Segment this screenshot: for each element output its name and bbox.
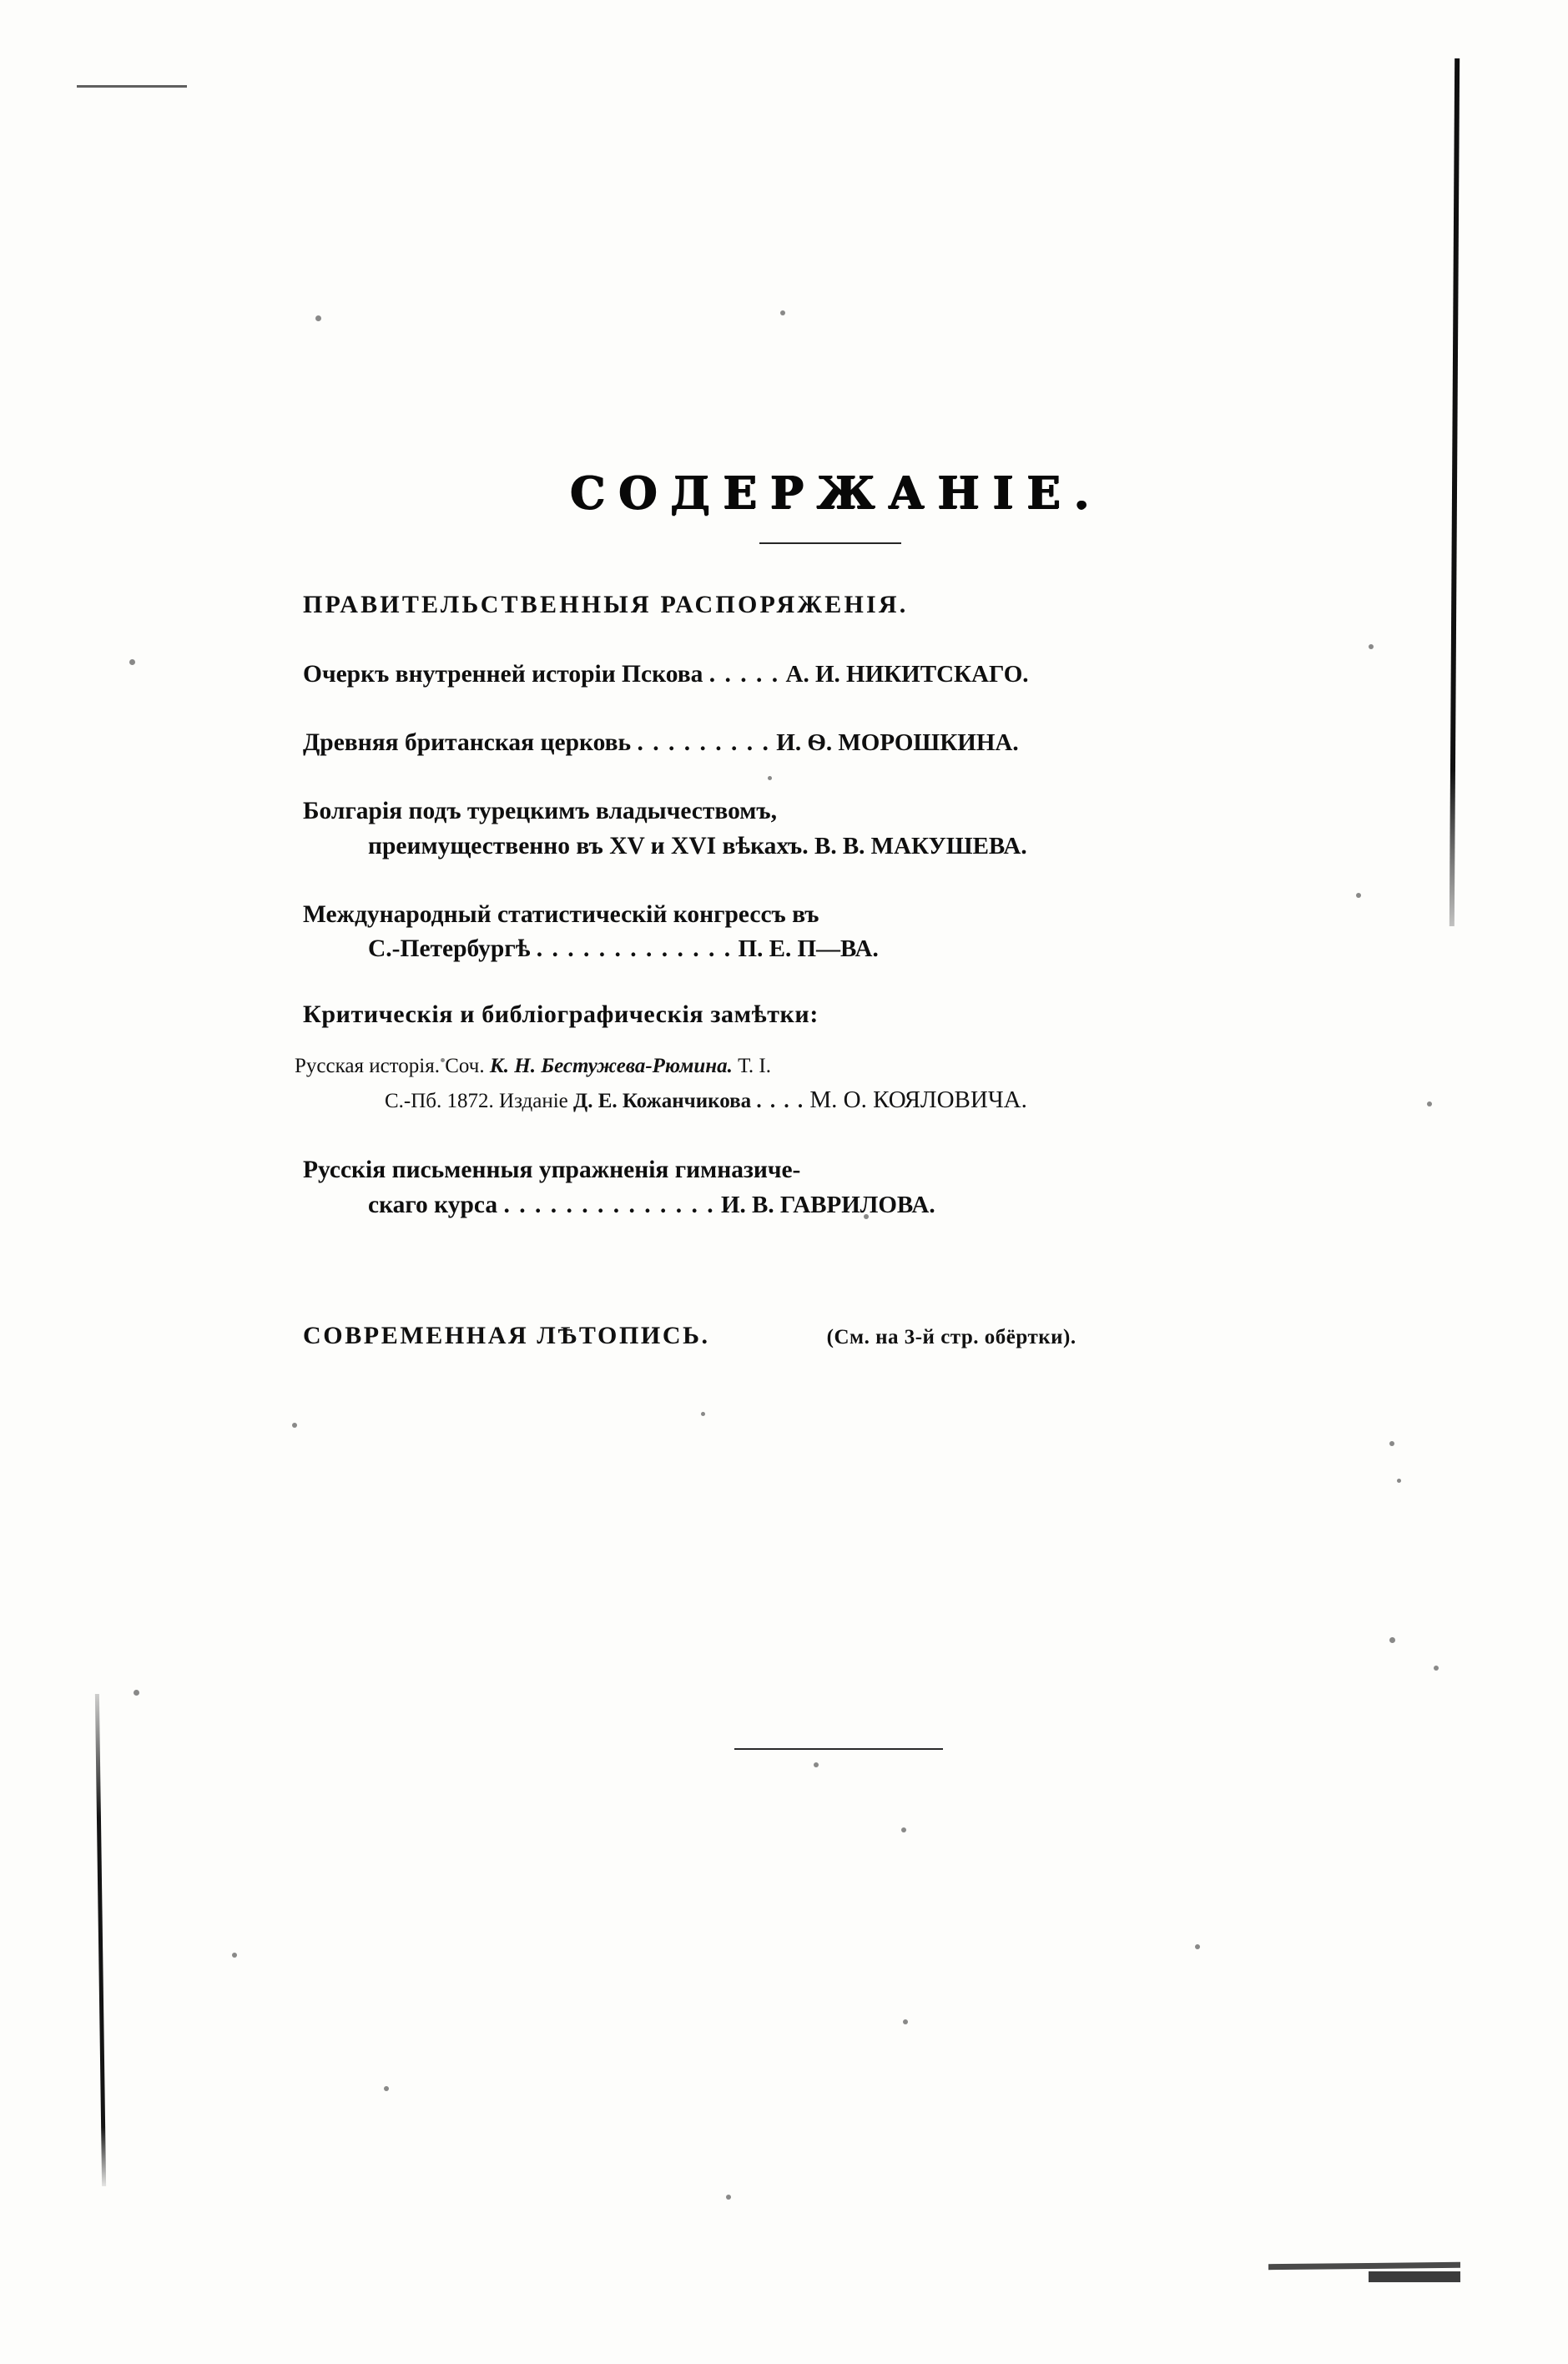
scan-edge-line-left	[95, 1694, 106, 2186]
toc-entry-title: Очеркъ внутренней исторіи Пскова	[303, 661, 703, 688]
footer-label-contemporary-chronicle: СОВРЕМЕННАЯ ЛѢТОПИСЬ.	[303, 1322, 710, 1349]
title-divider	[759, 542, 901, 544]
scan-speck	[1434, 1666, 1439, 1671]
toc-leader: . . . . . . . . .	[637, 728, 770, 756]
toc-entry-title-line2: скаго курса	[368, 1192, 498, 1219]
biblio-imprint-line	[295, 1082, 1373, 1119]
scan-speck	[134, 1690, 139, 1696]
scan-speck	[901, 1827, 906, 1832]
toc-entry-title-cont	[303, 1188, 1373, 1223]
toc-entry-title-line2: преимущественно въ XV и XVI вѣкахъ.	[368, 832, 809, 859]
toc-entry-title-cont	[303, 829, 1373, 864]
subheading-critical-notes: Критическія и библіографическія замѣтки:	[303, 1001, 819, 1029]
toc-entry-title: Древняя британская церковь	[303, 728, 632, 756]
toc-entry-author: В. В. МАКУШЕВА.	[814, 832, 1027, 859]
toc-entry	[303, 1153, 1373, 1223]
toc-entry-title: Международный статистическій конгрессъ въ	[303, 900, 819, 928]
footer-section	[303, 1322, 1373, 1350]
scan-speck	[129, 659, 135, 665]
scan-speck	[814, 1762, 819, 1767]
biblio-volume: Т. I.	[738, 1055, 771, 1078]
toc-entry-author: И. В. ГАВРИЛОВА.	[721, 1192, 935, 1219]
biblio-reviewer: М. О. КОЯЛОВИЧА.	[809, 1086, 1027, 1113]
toc-leader: . . . . . . . . . . . . . .	[503, 1192, 715, 1219]
scan-speck	[292, 1423, 297, 1428]
toc-entry-author: А. И. НИКИТСКАГО.	[785, 661, 1029, 688]
toc-entry-title-line2: С.-Петербургѣ	[368, 935, 531, 963]
scan-mark-bottom	[1268, 2262, 1460, 2270]
toc-leader: . . . . . . . . . . . . .	[536, 935, 733, 963]
scan-speck	[232, 1953, 237, 1958]
page-title: СОДЕРЖАНІЕ.	[569, 467, 1103, 519]
footer-note: (См. на 3-й стр. обёртки).	[826, 1326, 1076, 1348]
scan-speck	[1389, 1441, 1394, 1446]
scan-speck	[780, 310, 785, 315]
toc-entry	[303, 794, 1373, 864]
biblio-author-italic: К. Н. Бестужева-Рюмина.	[489, 1055, 733, 1078]
toc-entry	[303, 898, 1373, 968]
section-divider-rule	[734, 1748, 943, 1750]
toc-leader: . . . .	[756, 1089, 805, 1112]
scan-speck	[1389, 1637, 1395, 1643]
scan-speck	[1427, 1101, 1432, 1106]
table-of-contents	[288, 467, 1373, 1350]
scan-speck	[903, 2019, 908, 2024]
biblio-imprint: С.-Пб. 1872. Изданіе	[385, 1089, 568, 1112]
scan-speck	[1195, 1944, 1200, 1949]
section-heading-government-orders: ПРАВИТЕЛЬСТВЕННЫЯ РАСПОРЯЖЕНІЯ.	[303, 591, 909, 618]
scan-speck	[701, 1412, 705, 1416]
toc-entry-title: Русскія письменныя упражненія гимназиче-	[303, 1157, 801, 1184]
biblio-title: Русская исторія. Соч.	[295, 1055, 485, 1078]
scan-speck	[315, 315, 321, 321]
scan-speck	[1397, 1479, 1401, 1483]
scan-edge-line-right	[1450, 58, 1460, 926]
toc-entry	[303, 726, 1373, 761]
toc-entry	[303, 658, 1373, 693]
scan-speck	[384, 2086, 389, 2091]
toc-entry-author: П. Е. П—ВА.	[738, 935, 879, 963]
toc-leader: . . . . .	[708, 661, 780, 688]
scan-speck	[726, 2195, 731, 2200]
scan-mark-top	[77, 85, 187, 88]
toc-entry-title: Болгарія подъ турецкимъ владычествомъ,	[303, 797, 777, 824]
biblio-publisher: Д. Е. Кожанчикова	[573, 1089, 752, 1112]
toc-entry-title-cont	[303, 932, 1373, 967]
toc-entry-author: И. Ѳ. МОРОШКИНА.	[776, 728, 1019, 756]
scan-mark-bottom-2	[1369, 2271, 1460, 2282]
bibliographic-entry	[295, 1051, 1373, 1118]
